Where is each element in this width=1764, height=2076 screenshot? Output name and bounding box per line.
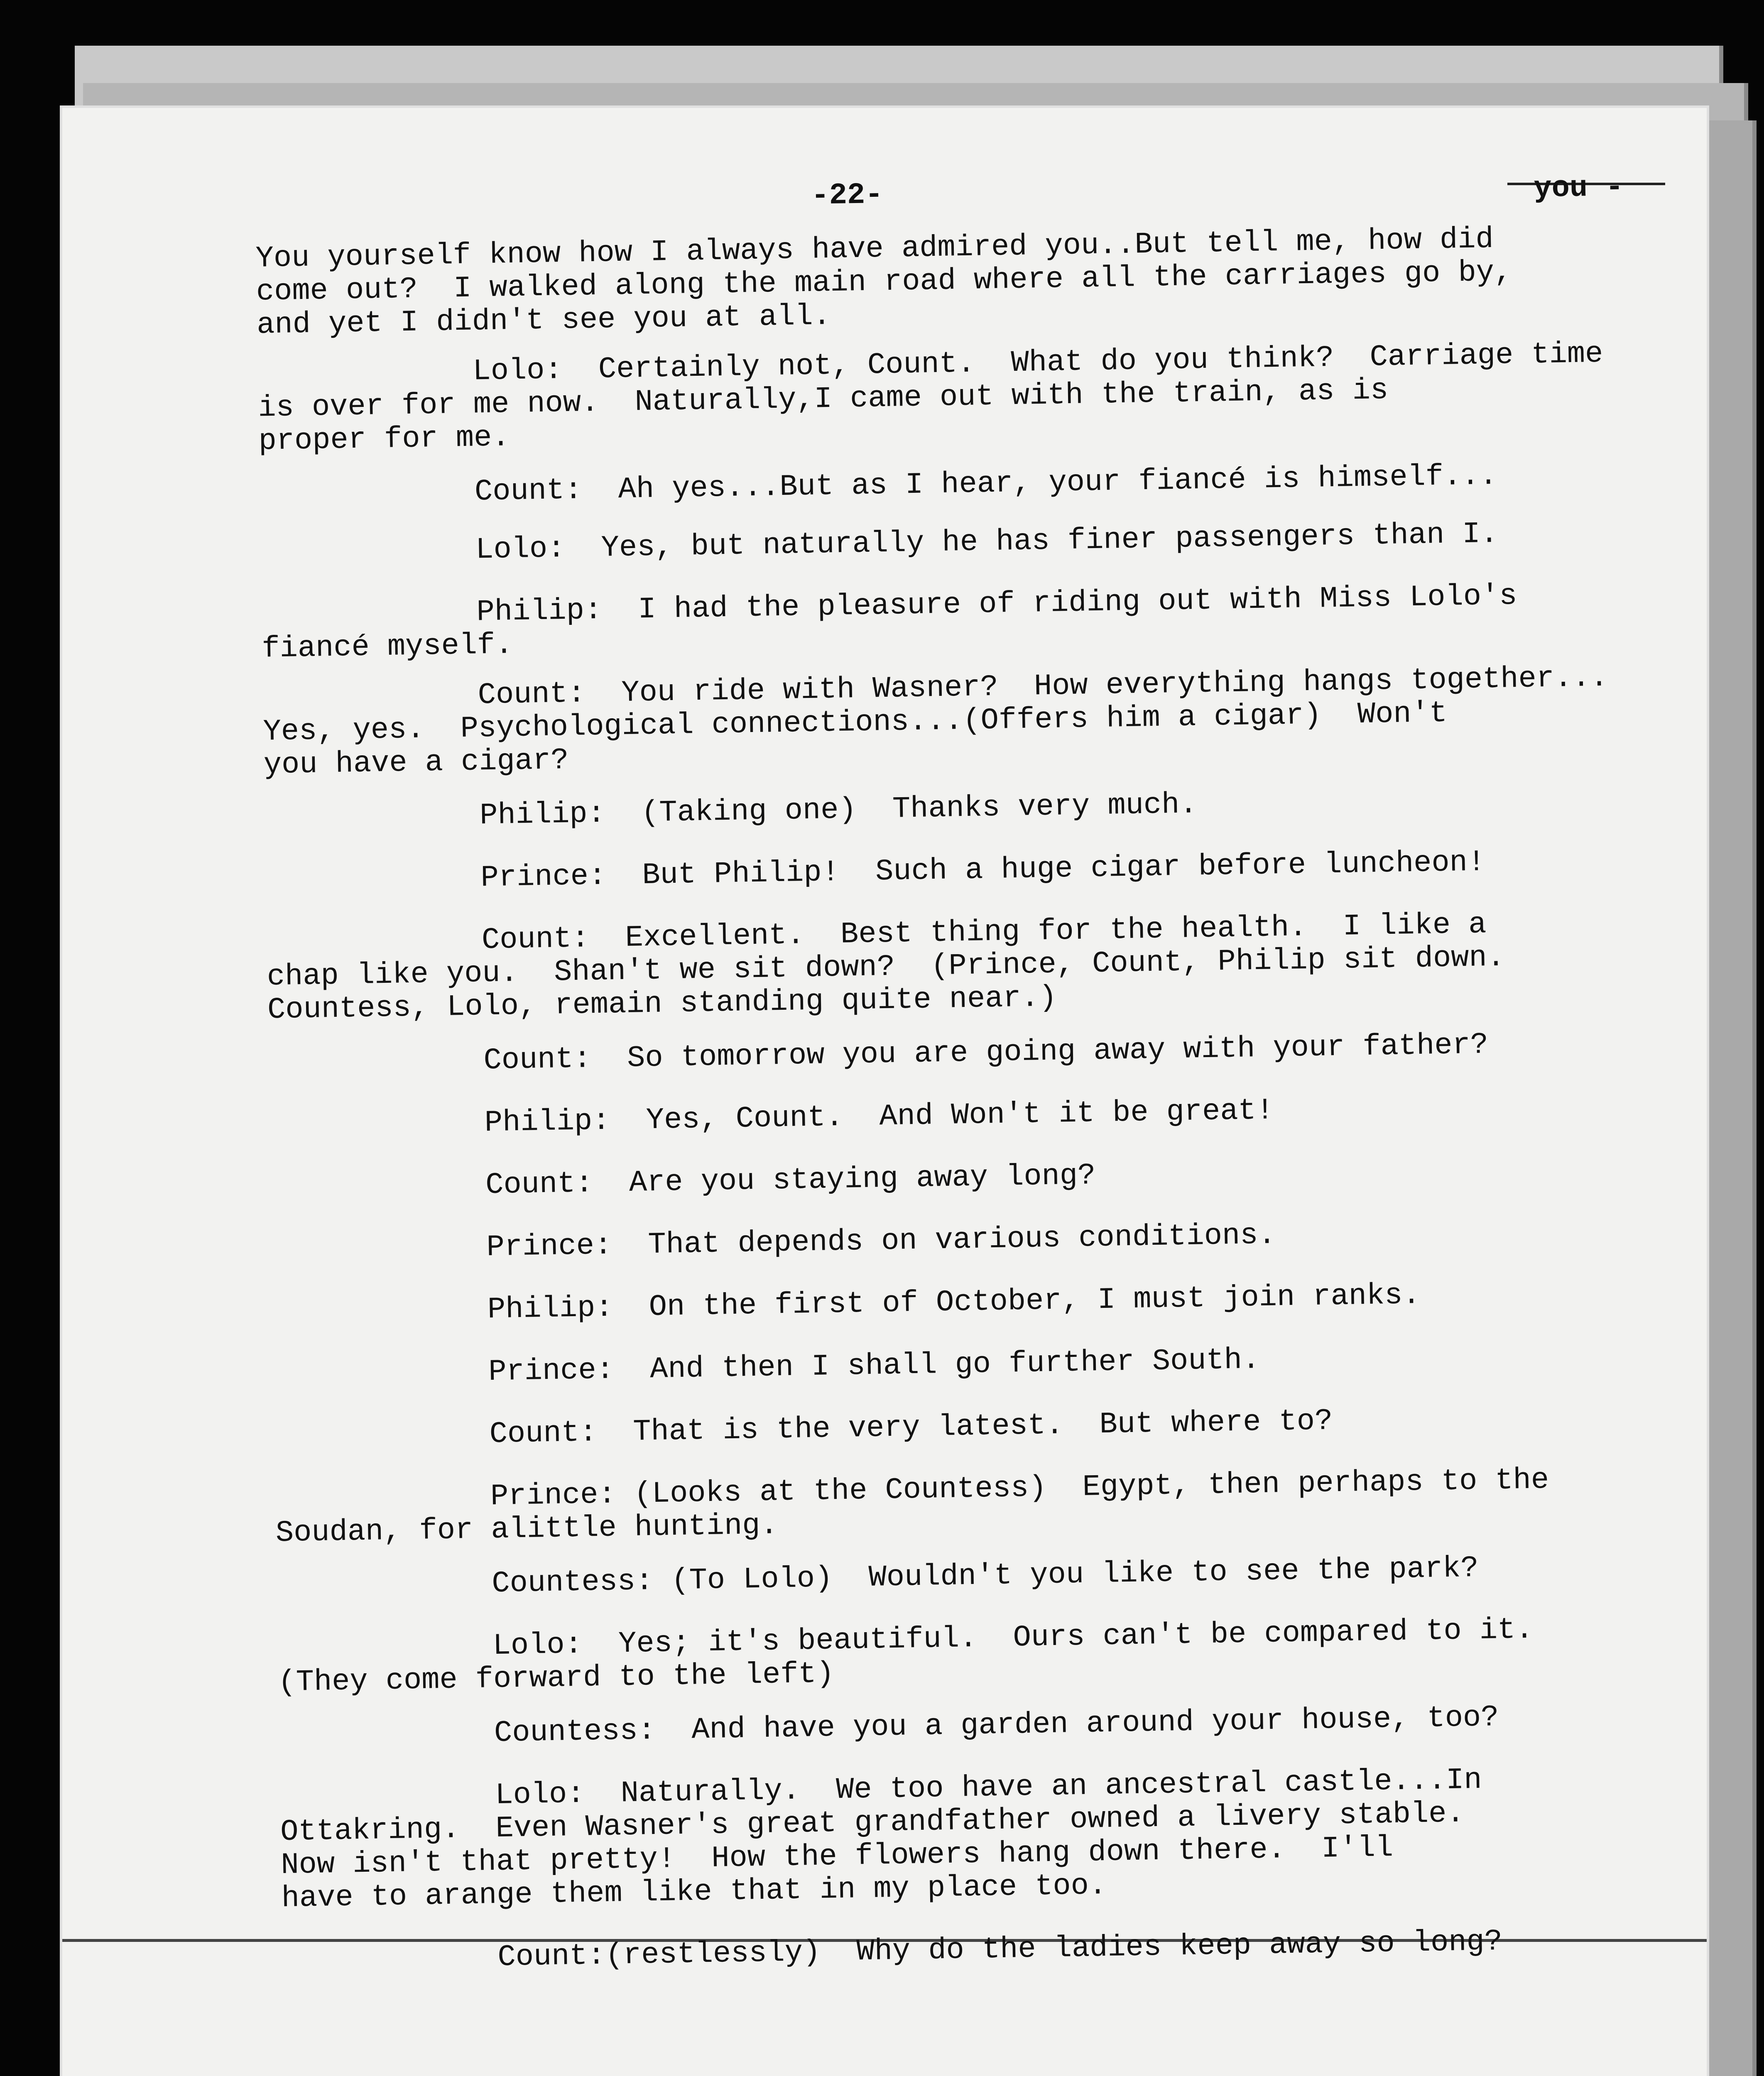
- text-paragraph: Count: You ride with Wasner? How everything hangs together... Yes, yes. Psychological connections...(Offers him a cigar) Won't you have a cigar?: [262, 660, 1609, 782]
- text-paragraph: Count: That is the very latest. But where to?: [274, 1404, 1333, 1455]
- text-paragraph: You yourself know how I always have admired you..But tell me, how did come out? I walked along the main road where all the carriages go by, and yet I didn't see you at all.: [255, 222, 1512, 342]
- text-paragraph: Lolo: Yes; it's beautiful. Ours can't be compared to it. (They come forward to the left): [277, 1612, 1534, 1700]
- text-paragraph: Count: Are you staying away long?: [270, 1158, 1096, 1206]
- text-paragraph: Countess: (To Lolo) Wouldn't you like to see the park?: [276, 1551, 1479, 1604]
- text-paragraph: Philip: (Taking one) Thanks very much.: [264, 787, 1198, 836]
- margin-note: you -: [1533, 170, 1624, 206]
- typewritten-page: [62, 108, 1707, 2076]
- text-paragraph: Lolo: Yes, but naturally he has finer passengers than I.: [260, 517, 1499, 570]
- text-paragraph: Countess: And have you a garden around your house, too?: [279, 1700, 1499, 1754]
- text-paragraph: Philip: On the first of October, I must join ranks.: [272, 1278, 1421, 1330]
- text-paragraph: Prince: That depends on various conditions.: [271, 1218, 1276, 1268]
- text-paragraph: Count: Excellent. Best thing for the health. I like a chap like you. Shan't we sit down? (Prince, Count, Philip sit down. Countess, Lolo, remain standing quite near.): [266, 907, 1505, 1027]
- text-paragraph: Prince: (Looks at the Countess) Egypt, then perhaps to the Soudan, for alittle hunting.: [275, 1463, 1549, 1550]
- text-paragraph: Philip: Yes, Count. And Won't it be great!: [269, 1093, 1274, 1143]
- text-paragraph: Count: Ah yes...But as I hear, your fiancé is himself...: [259, 458, 1498, 512]
- page-number: -22-: [811, 177, 883, 213]
- page-text: [62, 82, 1740, 2076]
- text-paragraph: Prince: But Philip! Such a huge cigar before luncheon!: [265, 845, 1486, 898]
- text-paragraph: Lolo: Naturally. We too have an ancestral castle...In Ottakring. Even Wasner's great grandfather owned a livery stable. Now isn't that pretty! How the flowers hang down there. I'll have to arange them like that in my place too.: [279, 1763, 1482, 1916]
- text-paragraph: Count: So tomorrow you are going away with your father?: [268, 1028, 1489, 1081]
- text-paragraph: Prince: And then I shall go further South.: [273, 1343, 1260, 1393]
- text-paragraph: Lolo: Certainly not, Count. What do you think? Carriage time is over for me now. Naturally,I came out with the train, as is proper for me.: [257, 336, 1603, 458]
- text-paragraph: Philip: I had the pleasure of riding out with Miss Lolo's fiancé myself.: [261, 579, 1518, 666]
- text-paragraph: Count:(restlessly) Why do the ladies keep away so long?: [282, 1924, 1503, 1978]
